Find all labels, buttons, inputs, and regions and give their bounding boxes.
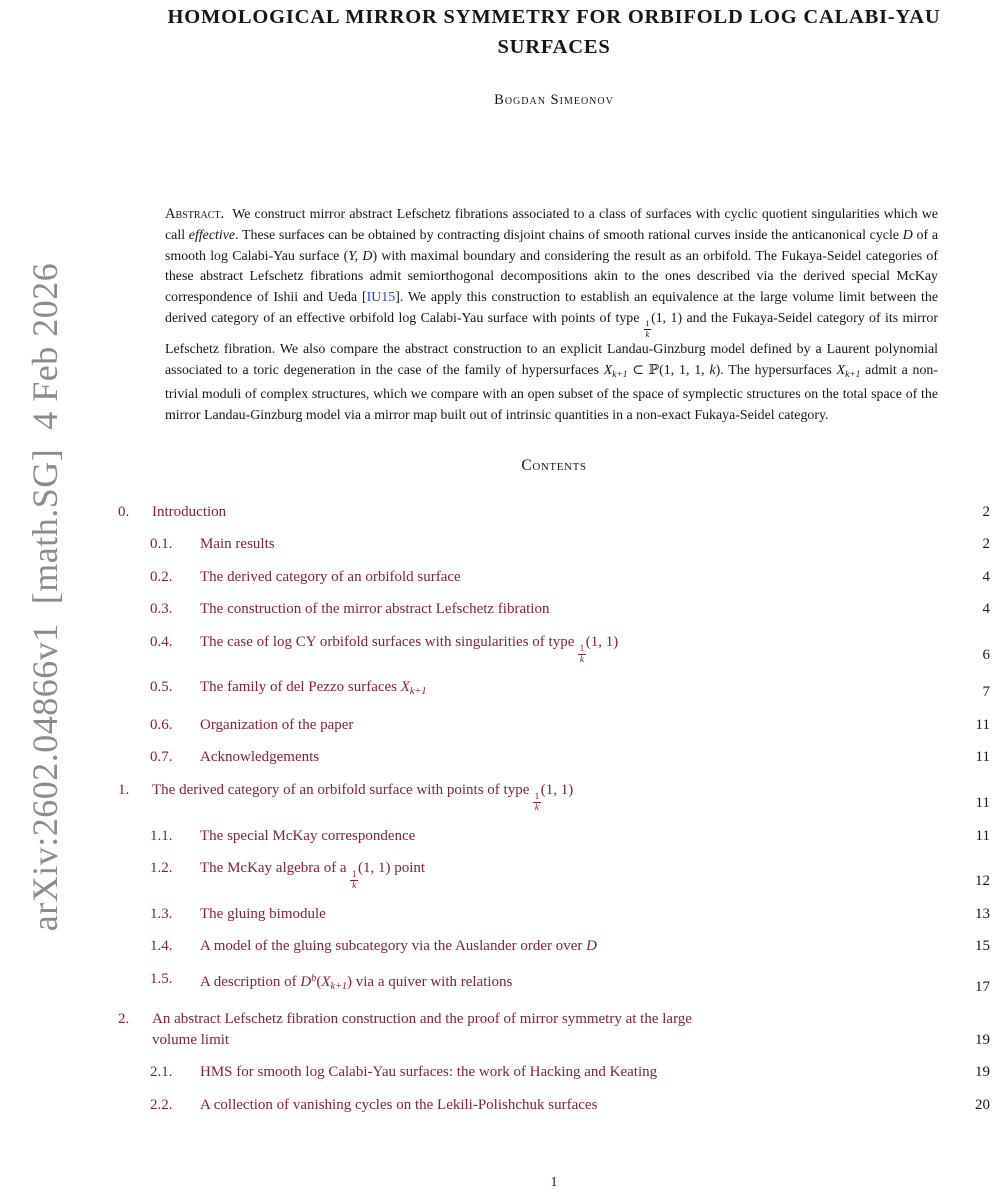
toc-entry-number: 0.7. xyxy=(150,749,173,766)
paper-content-column xyxy=(118,0,990,1127)
paper-title xyxy=(118,2,990,62)
toc-entry[interactable] xyxy=(118,715,990,736)
text-run: An abstract Lefschetz fibration construction and the proof of mirror symmetry at the large xyxy=(152,1011,692,1028)
math-subscript: k+1 xyxy=(330,980,348,992)
text-run: Main results xyxy=(200,536,275,553)
abstract xyxy=(165,204,938,427)
toc-entry-label xyxy=(200,599,983,620)
toc-entry-label xyxy=(200,1095,975,1116)
text-run: A description of xyxy=(200,973,301,990)
toc-entry-number: 2.2. xyxy=(150,1096,173,1113)
toc-entry-page: 2 xyxy=(982,536,990,553)
contents-heading: Contents xyxy=(521,456,587,474)
toc-entry-number: 1.2. xyxy=(150,860,173,877)
toc-entry-label xyxy=(152,780,976,814)
math-italic: X xyxy=(836,362,846,378)
text-run: ⊂ ℙ(1, 1, 1, xyxy=(627,362,710,378)
text-run: The gluing bimodule xyxy=(200,905,326,922)
text-run: The derived category of an orbifold surface with points of type xyxy=(152,781,534,798)
text-run: The construction of the mirror abstract Lefschetz fibration xyxy=(200,601,550,618)
toc-entry-number: 1.4. xyxy=(150,938,173,955)
toc-entry-page: 7 xyxy=(982,684,990,701)
toc-entry-number: 1.1. xyxy=(150,827,173,844)
toc-entry-number: 2.1. xyxy=(150,1064,173,1081)
text-run: Introduction xyxy=(152,503,227,520)
inline-fraction: $\frac{1}{k}$ xyxy=(534,791,540,814)
text-run: Organization of the paper xyxy=(200,716,354,733)
text-run: ) with maximal boundary and considering the result as an orbifold. The Fukaya-Seidel categories of these abstract Lefschetz fibrations admit semiorthogonal decompositions akin to the ones described via the derived special McKay correspondence of Ishii and Ueda [ xyxy=(165,248,939,306)
text-run: A collection of vanishing cycles on the Lekili-Polishchuk surfaces xyxy=(200,1096,598,1113)
text-run: We construct mirror abstract Lefschetz fibrations associated to a class of surfaces with cyclic quotient singularities which we call xyxy=(165,207,938,243)
toc-entry-page: 11 xyxy=(975,795,990,812)
author-name: Bogdan Simeonov xyxy=(494,92,614,108)
toc-entry-number: 0.4. xyxy=(150,633,173,650)
text-run: (1, 1) xyxy=(585,633,619,650)
text-run: volume limit xyxy=(152,1031,230,1048)
math-italic: X xyxy=(321,973,331,990)
toc-entry-label xyxy=(200,632,983,666)
text-run: The special McKay correspondence xyxy=(200,827,416,844)
toc-entry-label xyxy=(200,567,983,588)
toc-entry-page: 15 xyxy=(975,938,990,955)
toc-entry[interactable] xyxy=(118,1062,990,1083)
inline-fraction: $\frac{1}{k}$ xyxy=(579,643,585,666)
toc-entry-page: 13 xyxy=(975,905,990,922)
math-italic: Y, D xyxy=(348,248,373,264)
toc-entry-number: 0.1. xyxy=(150,536,173,553)
toc-entry-page: 4 xyxy=(982,568,990,585)
text-run: of a smooth log Calabi-Yau surface ( xyxy=(165,227,938,264)
toc-entry-label xyxy=(200,936,975,957)
toc-entry[interactable] xyxy=(118,936,990,957)
toc-entry-label xyxy=(152,1009,975,1050)
toc-entry[interactable] xyxy=(118,677,990,703)
toc-entry-page: 2 xyxy=(982,503,990,520)
paper-title-line2: SURFACES xyxy=(497,36,611,58)
toc-entry-label xyxy=(200,715,976,736)
toc-entry[interactable] xyxy=(118,780,990,814)
math-superscript: b xyxy=(311,972,317,984)
toc-entry[interactable] xyxy=(118,969,990,998)
toc-entry-page: 6 xyxy=(982,646,990,663)
abstract-label: Abstract. xyxy=(165,206,225,222)
toc-entry-page: 4 xyxy=(982,601,990,618)
text-run: A model of the gluing subcategory via the Auslander order over xyxy=(200,938,587,955)
text-run: (1, 1) and the Fukaya-Seidel category of its mirror Lefschetz fibration. We also compare the abstract construction to an explicit Landau-Ginzburg model defined by a Laurent polynomial associated to a toric degeneration in the case of the family of hypersurfaces xyxy=(165,310,938,378)
toc-entry-label xyxy=(200,826,976,847)
arxiv-watermark: arXiv:2602.04866v1 [math.SG] 4 Feb 2026 xyxy=(25,262,65,932)
toc-entry[interactable] xyxy=(118,858,990,892)
toc-entry[interactable] xyxy=(118,826,990,847)
math-italic: X xyxy=(603,362,613,378)
citation-link[interactable]: IU15 xyxy=(366,290,396,306)
inline-fraction: $\frac{1}{k}$ xyxy=(351,869,357,892)
toc-entry-label xyxy=(200,747,976,768)
toc-entry[interactable] xyxy=(118,904,990,925)
toc-entry-number: 1.3. xyxy=(150,905,173,922)
toc-entry-number: 0.2. xyxy=(150,568,173,585)
toc-entry-page: 20 xyxy=(975,1096,990,1113)
paper-title-line1: HOMOLOGICAL MIRROR SYMMETRY FOR ORBIFOLD LOG CALABI-YAU xyxy=(167,6,941,28)
math-subscript: k+1 xyxy=(409,686,427,698)
page-number: 1 xyxy=(550,1174,558,1189)
toc-entry[interactable] xyxy=(118,1095,990,1116)
toc-entry-page: 11 xyxy=(975,749,990,766)
math-subscript: k+1 xyxy=(612,369,628,380)
toc-entry-label xyxy=(200,858,975,892)
toc-entry-number: 0.3. xyxy=(150,601,173,618)
text-run: The derived category of an orbifold surface xyxy=(200,568,461,585)
toc-entry[interactable] xyxy=(118,632,990,666)
table-of-contents xyxy=(118,502,990,1116)
toc-entry[interactable] xyxy=(118,534,990,555)
toc-entry-number: 1. xyxy=(118,781,130,798)
text-run: (1, 1) xyxy=(540,781,574,798)
math-italic: X xyxy=(400,679,410,696)
math-italic: effective xyxy=(188,227,236,243)
math-italic: D xyxy=(586,938,597,955)
toc-entry-number: 1.5. xyxy=(150,970,173,987)
text-run: ( xyxy=(316,973,322,990)
toc-entry-number: 2. xyxy=(118,1011,130,1028)
toc-entry-page: 11 xyxy=(975,827,990,844)
inline-fraction: $\frac{1}{k}$ xyxy=(645,318,650,340)
toc-entry-number: 0. xyxy=(118,503,130,520)
abstract-text xyxy=(165,207,938,423)
math-italic: D xyxy=(300,973,312,990)
toc-entry-label xyxy=(152,502,983,523)
text-run: . These surfaces can be obtained by contracting disjoint chains of smooth rational curves inside the anticanonical cycle xyxy=(235,227,903,243)
text-run: Acknowledgements xyxy=(200,749,320,766)
toc-entry-page: 17 xyxy=(975,978,990,995)
toc-entry-page: 19 xyxy=(975,1031,990,1048)
toc-entry[interactable] xyxy=(118,502,990,523)
text-run: ]. We apply this construction to establish an equivalence at the large volume limit between the derived category of an effective orbifold log Calabi-Yau surface with points of type xyxy=(165,290,938,326)
text-run: The family of del Pezzo surfaces xyxy=(200,679,401,696)
toc-entry[interactable] xyxy=(118,747,990,768)
toc-entry-page: 19 xyxy=(975,1064,990,1081)
text-run: ) via a quiver with relations xyxy=(347,973,513,990)
toc-entry-number: 0.6. xyxy=(150,716,173,733)
text-run: ). The hypersurfaces xyxy=(715,362,837,378)
toc-entry-label xyxy=(200,677,983,703)
toc-entry-label xyxy=(200,1062,975,1083)
toc-entry-label xyxy=(200,534,983,555)
text-run: HMS for smooth log Calabi-Yau surfaces: the work of Hacking and Keating xyxy=(200,1064,658,1081)
toc-entry-page: 12 xyxy=(975,873,990,890)
math-italic: D xyxy=(902,227,913,243)
text-run: The McKay algebra of a xyxy=(200,860,351,877)
toc-entry-page: 11 xyxy=(975,716,990,733)
toc-entry[interactable] xyxy=(118,599,990,620)
toc-entry-label xyxy=(200,904,975,925)
text-run: admit a non-trivial moduli of complex structures, which we compare with an open subset of the space of symplectic structures on the total space of the mirror Landau-Ginzburg model via a mirror map built out of intrinsic quantities in a non-exact Fukaya-Seidel category. xyxy=(165,362,938,423)
text-run: (1, 1) point xyxy=(358,860,426,877)
toc-entry-number: 0.5. xyxy=(150,679,173,696)
math-italic: k xyxy=(709,362,716,378)
text-run: The case of log CY orbifold surfaces with singularities of type xyxy=(200,633,579,650)
toc-entry[interactable] xyxy=(118,567,990,588)
math-subscript: k+1 xyxy=(845,369,861,380)
toc-entry[interactable] xyxy=(118,1009,990,1050)
toc-entry-label xyxy=(200,969,975,998)
